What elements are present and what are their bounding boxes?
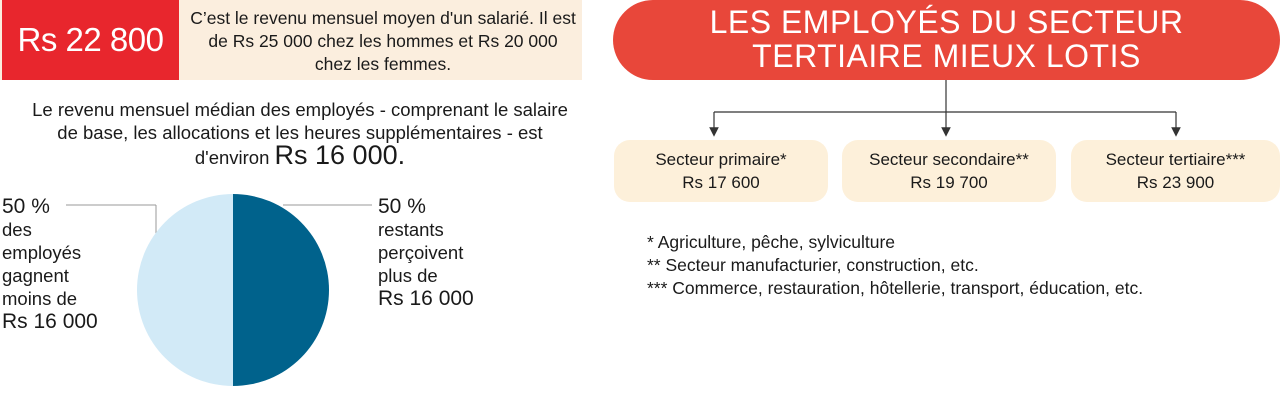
pie-right-text-3: plus de bbox=[378, 265, 438, 286]
sector-primary-amount: Rs 17 600 bbox=[682, 173, 760, 192]
pie-left-amount: Rs 16 000 bbox=[2, 310, 98, 333]
pie-right-amount: Rs 16 000 bbox=[378, 287, 474, 310]
median-income-value: Rs 16 000. bbox=[274, 140, 406, 170]
pie-left-text-1: des bbox=[2, 219, 32, 240]
pie-left-percent: 50 % bbox=[2, 195, 50, 218]
average-income-badge: Rs 22 800 bbox=[2, 0, 179, 80]
sector-primary-name: Secteur primaire* bbox=[655, 150, 787, 169]
sector-secondary-name: Secteur secondaire** bbox=[869, 150, 1029, 169]
pie-right-percent: 50 % bbox=[378, 195, 426, 218]
pie-left-text-2: employés bbox=[2, 242, 82, 263]
pie-right-text-2: perçoivent bbox=[378, 242, 464, 263]
pie-left-text-3: gagnent bbox=[2, 265, 69, 286]
sector-tertiary-amount: Rs 23 900 bbox=[1136, 173, 1215, 192]
sector-secondary-amount: Rs 19 700 bbox=[910, 173, 988, 192]
median-income-description: Le revenu mensuel médian des employés - comprenant le salaire de base, les allocations et les heures supplémentaires - est d'environ bbox=[32, 99, 568, 168]
pie-left-text-4: moins de bbox=[2, 288, 78, 309]
footnote-3: *** Commerce, restauration, hôtellerie, transport, éducation, etc. bbox=[647, 278, 1144, 298]
average-income-description: C’est le revenu mensuel moyen d'un salarié. Il est de Rs 25 000 chez les hommes et Rs 20 000 chez les femmes. bbox=[190, 8, 576, 74]
footnote-1: * Agriculture, pêche, sylviculture bbox=[647, 232, 896, 252]
pie-right-text-1: restants bbox=[378, 219, 444, 240]
sector-box-primary bbox=[614, 140, 828, 202]
sector-box-secondary bbox=[842, 140, 1056, 202]
footnotes bbox=[647, 231, 1143, 300]
sector-box-tertiary bbox=[1071, 140, 1280, 202]
footnote-2: ** Secteur manufacturier, construction, etc. bbox=[647, 255, 979, 275]
sector-tertiary-name: Secteur tertiaire*** bbox=[1105, 150, 1246, 169]
sector-title-line-1: LES EMPLOYÉS DU SECTEUR bbox=[709, 4, 1184, 40]
sector-title-line-2: TERTIAIRE MIEUX LOTIS bbox=[752, 38, 1141, 74]
